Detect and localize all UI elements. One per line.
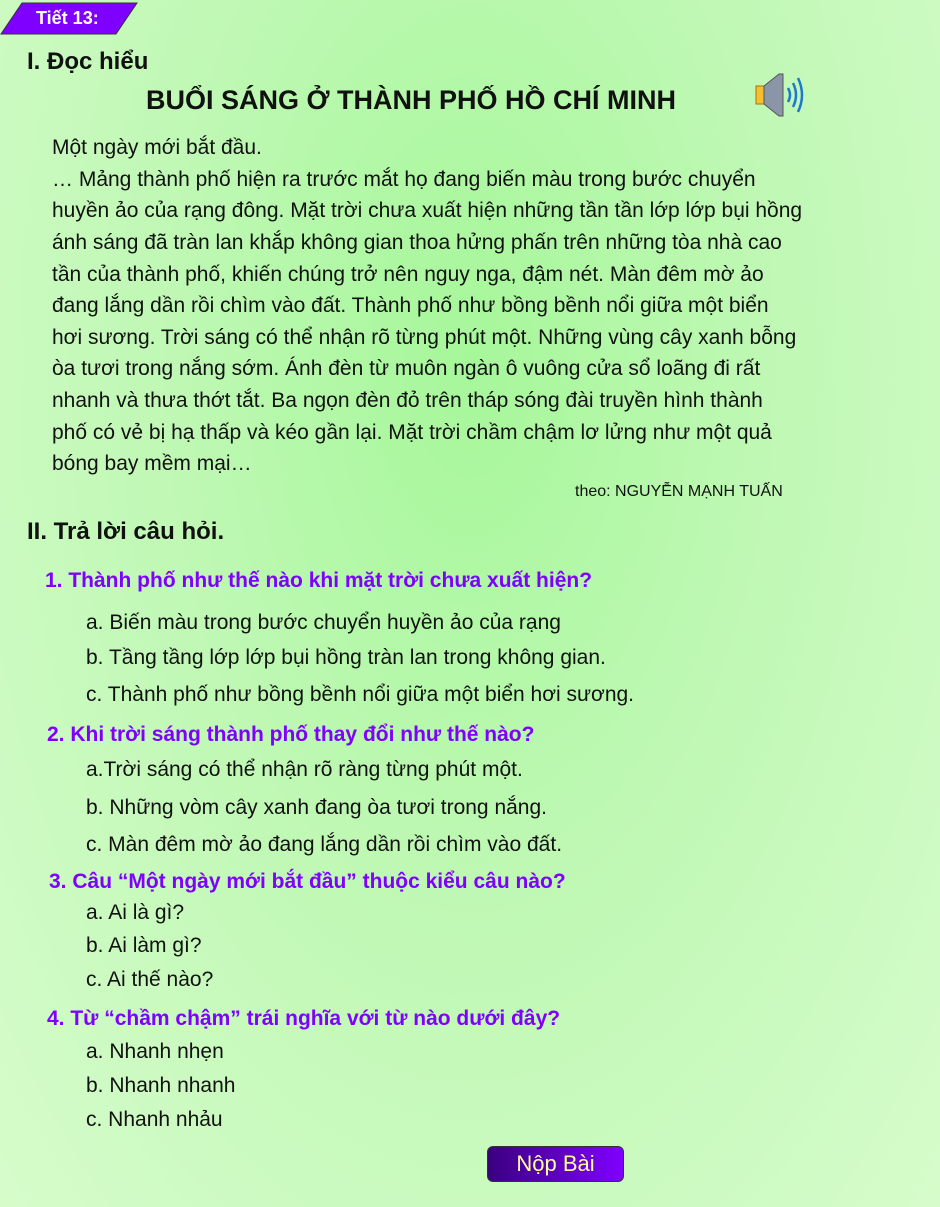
passage-line: đang lắng dần rồi chìm vào đất. Thành phố như bồng bềnh nổi giữa một biển	[52, 294, 769, 317]
passage-line: ánh sáng đã tràn lan khắp không gian thoa hửng phấn trên những tòa nhà cao	[52, 231, 782, 254]
question-2: 2. Khi trời sáng thành phố thay đổi như thế nào?	[47, 723, 535, 746]
passage-line: tần của thành phố, khiến chúng trở nên nguy nga, đậm nét. Màn đêm mờ ảo	[52, 263, 764, 286]
answer-option[interactable]: c. Ai thế nào?	[86, 968, 214, 991]
passage-line: phố có vẻ bị hạ thấp và kéo gần lại. Mặt trời chầm chậm lơ lửng như một quả	[52, 421, 772, 444]
section-reading-heading: I. Đọc hiểu	[27, 48, 149, 75]
lesson-tag	[0, 2, 138, 35]
passage-line: òa tươi trong nắng sớm. Ánh đèn từ muôn ngàn ô vuông cửa sổ loãng đi rất	[52, 357, 761, 380]
passage-line: Một ngày mới bắt đầu.	[52, 136, 262, 159]
answer-option[interactable]: b. Ai làm gì?	[86, 934, 202, 957]
passage-line: nhanh và thưa thớt tắt. Ba ngọn đèn đỏ trên tháp sóng đài truyền hình thành	[52, 389, 763, 412]
question-4: 4. Từ “chầm chậm” trái nghĩa với từ nào dưới đây?	[47, 1007, 561, 1030]
answer-option[interactable]: b. Tầng tầng lớp lớp bụi hồng tràn lan trong không gian.	[86, 646, 606, 669]
passage-line: … Mảng thành phố hiện ra trước mắt họ đang biến màu trong bước chuyển	[52, 168, 756, 191]
answer-option[interactable]: c. Thành phố như bồng bềnh nổi giữa một biển hơi sương.	[86, 683, 635, 706]
answer-option[interactable]: a. Nhanh nhẹn	[86, 1040, 224, 1063]
passage-line: hơi sương. Trời sáng có thể nhận rõ từng phút một. Những vùng cây xanh bỗng	[52, 326, 797, 349]
lesson-tag-label: Tiết 13:	[36, 8, 99, 28]
section-questions-heading: II. Trả lời câu hỏi.	[27, 518, 225, 545]
passage-line: bóng bay mềm mại…	[52, 452, 252, 475]
answer-option[interactable]: a. Biến màu trong bước chuyển huyền ảo của rạng	[86, 611, 561, 634]
passage-line: huyền ảo của rạng đông. Mặt trời chưa xuất hiện những tần tần lớp lớp bụi hồng	[52, 199, 803, 222]
passage-author: theo: NGUYỄN MẠNH TUẤN	[575, 483, 783, 500]
answer-option[interactable]: b. Nhanh nhanh	[86, 1074, 236, 1097]
speaker-icon[interactable]	[755, 68, 811, 127]
passage-title: BUỔI SÁNG Ở THÀNH PHỐ HỒ CHÍ MINH	[146, 85, 677, 115]
question-1: 1. Thành phố như thế nào khi mặt trời chưa xuất hiện?	[45, 569, 593, 592]
answer-option[interactable]: b. Những vòm cây xanh đang òa tươi trong nắng.	[86, 796, 547, 819]
question-3: 3. Câu “Một ngày mới bắt đầu” thuộc kiểu câu nào?	[49, 870, 566, 893]
answer-option[interactable]: c. Màn đêm mờ ảo đang lắng dần rồi chìm vào đất.	[86, 833, 563, 856]
answer-option[interactable]: a. Ai là gì?	[86, 901, 185, 924]
answer-option[interactable]: a.Trời sáng có thể nhận rõ ràng từng phút một.	[86, 758, 523, 781]
answer-option[interactable]: c. Nhanh nhảu	[86, 1108, 223, 1131]
submit-button[interactable]: Nộp Bài	[487, 1146, 624, 1182]
